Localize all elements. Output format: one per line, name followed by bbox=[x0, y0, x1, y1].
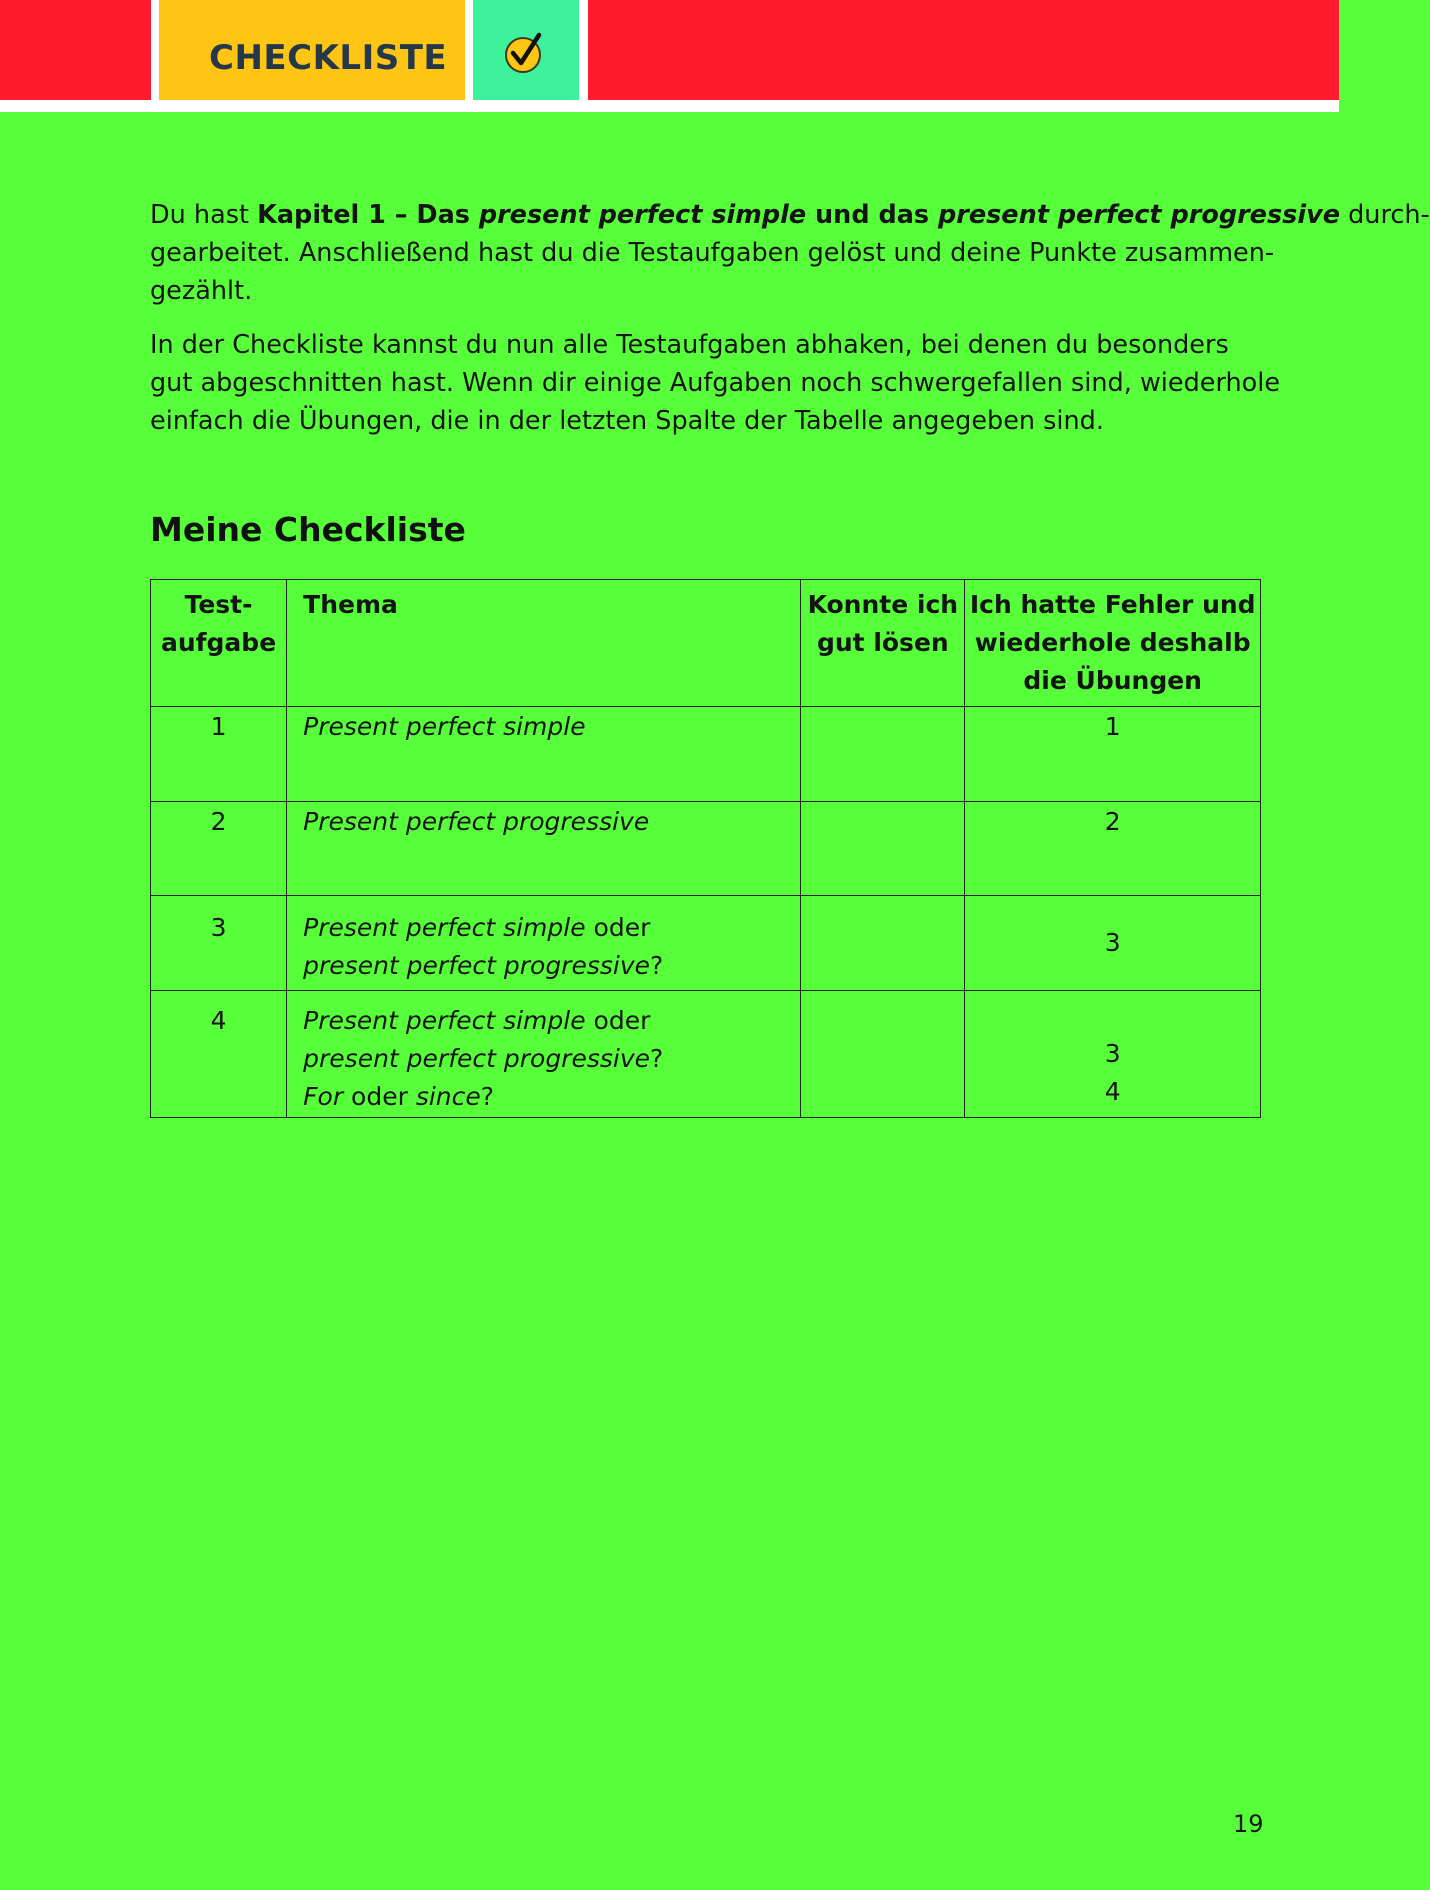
page-header bbox=[0, 0, 1339, 112]
text-segment: Du hast bbox=[150, 200, 258, 230]
header-konnte-ich: Konnte ich gut lösen bbox=[801, 580, 965, 707]
row-topic: Present perfect progressive bbox=[287, 802, 801, 896]
row-topic: Present perfect simple oder present perfect progressive? bbox=[287, 896, 801, 991]
intro-p1-line2: gearbeitet. Anschließend hast du die Testaufgaben gelöst und deine Punkte zusammen- bbox=[150, 238, 1275, 268]
row-topic: Present perfect simple bbox=[287, 707, 801, 802]
row-number: 2 bbox=[151, 802, 287, 896]
intro-p2-line1: In der Checkliste kannst du nun alle Testaufgaben abhaken, bei denen du besonders bbox=[150, 330, 1229, 360]
chapter-label: Kapitel 1 bbox=[257, 200, 386, 230]
text-segment-bold: – Das bbox=[385, 200, 479, 230]
header-thema: Thema bbox=[287, 580, 801, 707]
intro-text bbox=[150, 196, 1430, 456]
row-checkbox-cell[interactable] bbox=[801, 707, 965, 802]
text-segment-bold: und das bbox=[806, 200, 938, 230]
checklist-table bbox=[150, 579, 1261, 1118]
table-row bbox=[151, 707, 1261, 802]
table-row bbox=[151, 896, 1261, 991]
checkmark-circle-icon bbox=[503, 31, 547, 75]
header-tab-label: CHECKLISTE bbox=[209, 38, 448, 78]
header-tab-checkliste bbox=[159, 0, 465, 100]
intro-p2-line2: gut abgeschnitten hast. Wenn dir einige Aufgaben noch schwergefallen sind, wiederhole bbox=[150, 368, 1281, 398]
table-header-row bbox=[151, 580, 1261, 707]
term-present-perfect-simple: present perfect simple bbox=[478, 200, 807, 230]
header-red-block-left bbox=[0, 0, 151, 100]
text-segment: durch- bbox=[1339, 200, 1430, 230]
row-checkbox-cell[interactable] bbox=[801, 896, 965, 991]
header-test-aufgabe: Test- aufgabe bbox=[151, 580, 287, 707]
intro-p2-line3: einfach die Übungen, die in der letzten Spalte der Tabelle angegeben sind. bbox=[150, 406, 1104, 436]
row-exercises: 3 4 bbox=[965, 991, 1261, 1118]
intro-paragraph-1 bbox=[150, 196, 1430, 310]
row-checkbox-cell[interactable] bbox=[801, 991, 965, 1118]
row-topic: Present perfect simple oder present perfect progressive? For oder since? bbox=[287, 991, 801, 1118]
header-divider bbox=[0, 106, 1339, 112]
table-row bbox=[151, 802, 1261, 896]
intro-paragraph-2 bbox=[150, 326, 1281, 440]
row-number: 1 bbox=[151, 707, 287, 802]
header-check-block bbox=[473, 0, 579, 100]
term-present-perfect-progressive: present perfect progressive bbox=[937, 200, 1340, 230]
intro-p1-line1 bbox=[150, 196, 1430, 234]
header-red-block-right bbox=[588, 0, 1339, 100]
page-number: 19 bbox=[1233, 1810, 1264, 1838]
row-checkbox-cell[interactable] bbox=[801, 802, 965, 896]
section-title: Meine Checkliste bbox=[150, 510, 466, 549]
row-exercises: 3 bbox=[965, 896, 1261, 991]
row-number: 3 bbox=[151, 896, 287, 991]
row-exercises: 1 bbox=[965, 707, 1261, 802]
table-row bbox=[151, 991, 1261, 1118]
header-fehler-uebungen: Ich hatte Fehler und wiederhole deshalb die Übungen bbox=[965, 580, 1261, 707]
intro-p1-line3: gezählt. bbox=[150, 276, 253, 306]
row-exercises: 2 bbox=[965, 802, 1261, 896]
row-number: 4 bbox=[151, 991, 287, 1118]
